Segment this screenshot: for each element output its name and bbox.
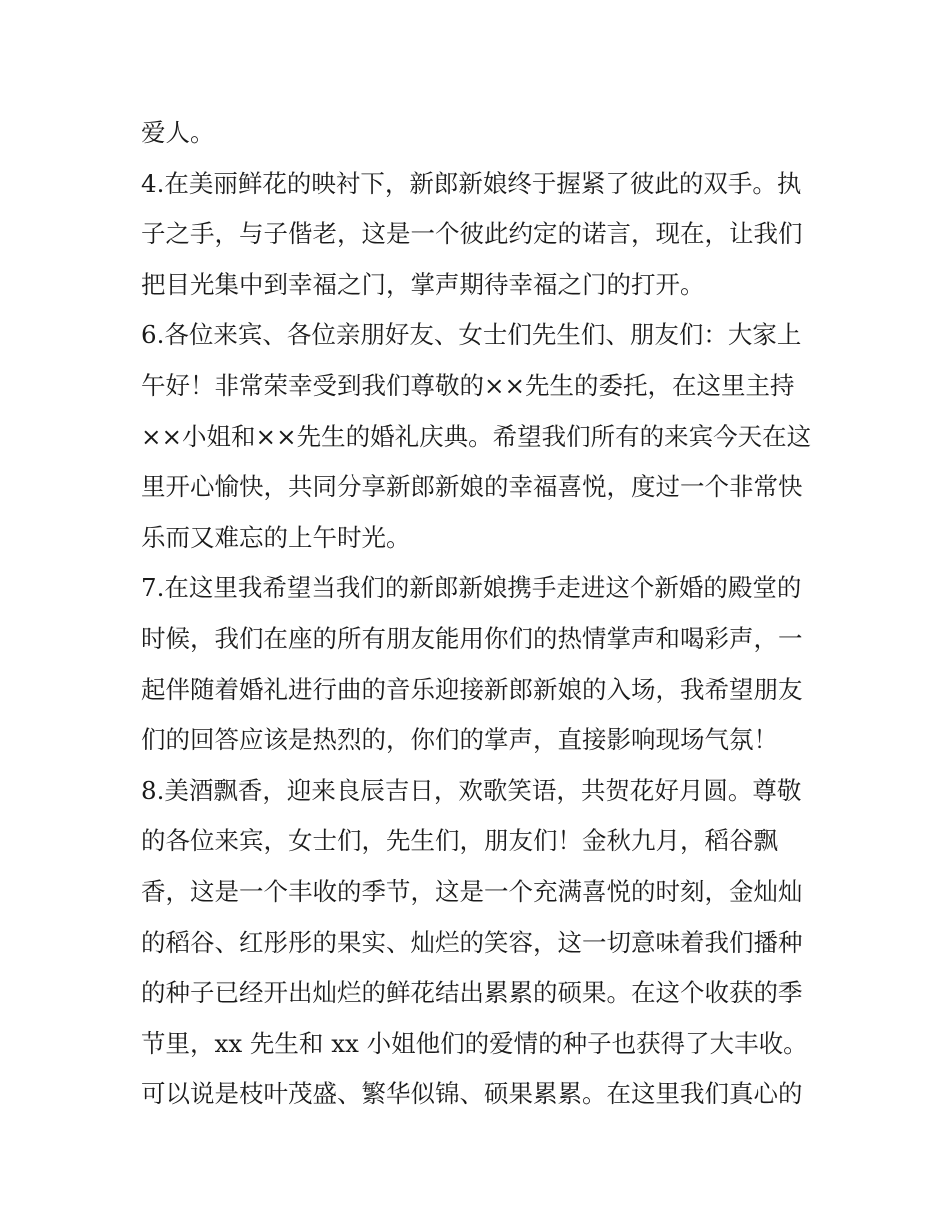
text-line: 的种子已经开出灿烂的鲜花结出累累的硕果。在这个收获的季: [141, 978, 803, 1008]
text-line: 把目光集中到幸福之门，掌声期待幸福之门的打开。: [141, 269, 705, 299]
text-line: 的稻谷、红彤彤的果实、灿烂的笑容，这一切意味着我们播种: [141, 927, 803, 957]
text-line: 8.美酒飘香，迎来良辰吉日，欢歌笑语，共贺花好月圆。尊敬: [141, 775, 802, 805]
text-line: 的各位来宾，女士们，先生们，朋友们！金秋九月，稻谷飘: [141, 826, 778, 856]
text-line: 乐而又难忘的上午时光。: [141, 522, 411, 552]
text-line: 起伴随着婚礼进行曲的音乐迎接新郎新娘的入场，我希望朋友: [141, 674, 803, 704]
text-line: 午好！非常荣幸受到我们尊敬的××先生的委托，在这里主持: [141, 370, 795, 400]
text-line: 爱人。: [141, 118, 215, 147]
text-line: 4.在美丽鲜花的映衬下，新郎新娘终于握紧了彼此的双手。执: [141, 168, 802, 198]
document-body: [141, 108, 821, 1120]
text-line: 里开心愉快，共同分享新郎新娘的幸福喜悦，度过一个非常快: [141, 472, 803, 502]
text-line: 香，这是一个丰收的季节，这是一个充满喜悦的时刻，金灿灿: [141, 876, 803, 906]
text-line: 7.在这里我希望当我们的新郎新娘携手走进这个新婚的殿堂的: [141, 573, 802, 603]
text-line: 可以说是枝叶茂盛、繁华似锦、硕果累累。在这里我们真心的: [141, 1079, 803, 1109]
text-line: 6.各位来宾、各位亲朋好友、女士们先生们、朋友们：大家上: [141, 320, 802, 350]
text-line: 们的回答应该是热烈的，你们的掌声，直接影响现场气氛！: [141, 725, 778, 755]
text-line: ××小姐和××先生的婚礼庆典。希望我们所有的来宾今天在这: [141, 421, 812, 451]
text-line: 节里，xx 先生和 xx 小姐他们的爱情的种子也获得了大丰收。: [141, 1028, 808, 1058]
text-line: 时候，我们在座的所有朋友能用你们的热情掌声和喝彩声，一: [141, 623, 803, 653]
text-line: 子之手，与子偕老，这是一个彼此约定的诺言，现在，让我们: [141, 219, 803, 249]
